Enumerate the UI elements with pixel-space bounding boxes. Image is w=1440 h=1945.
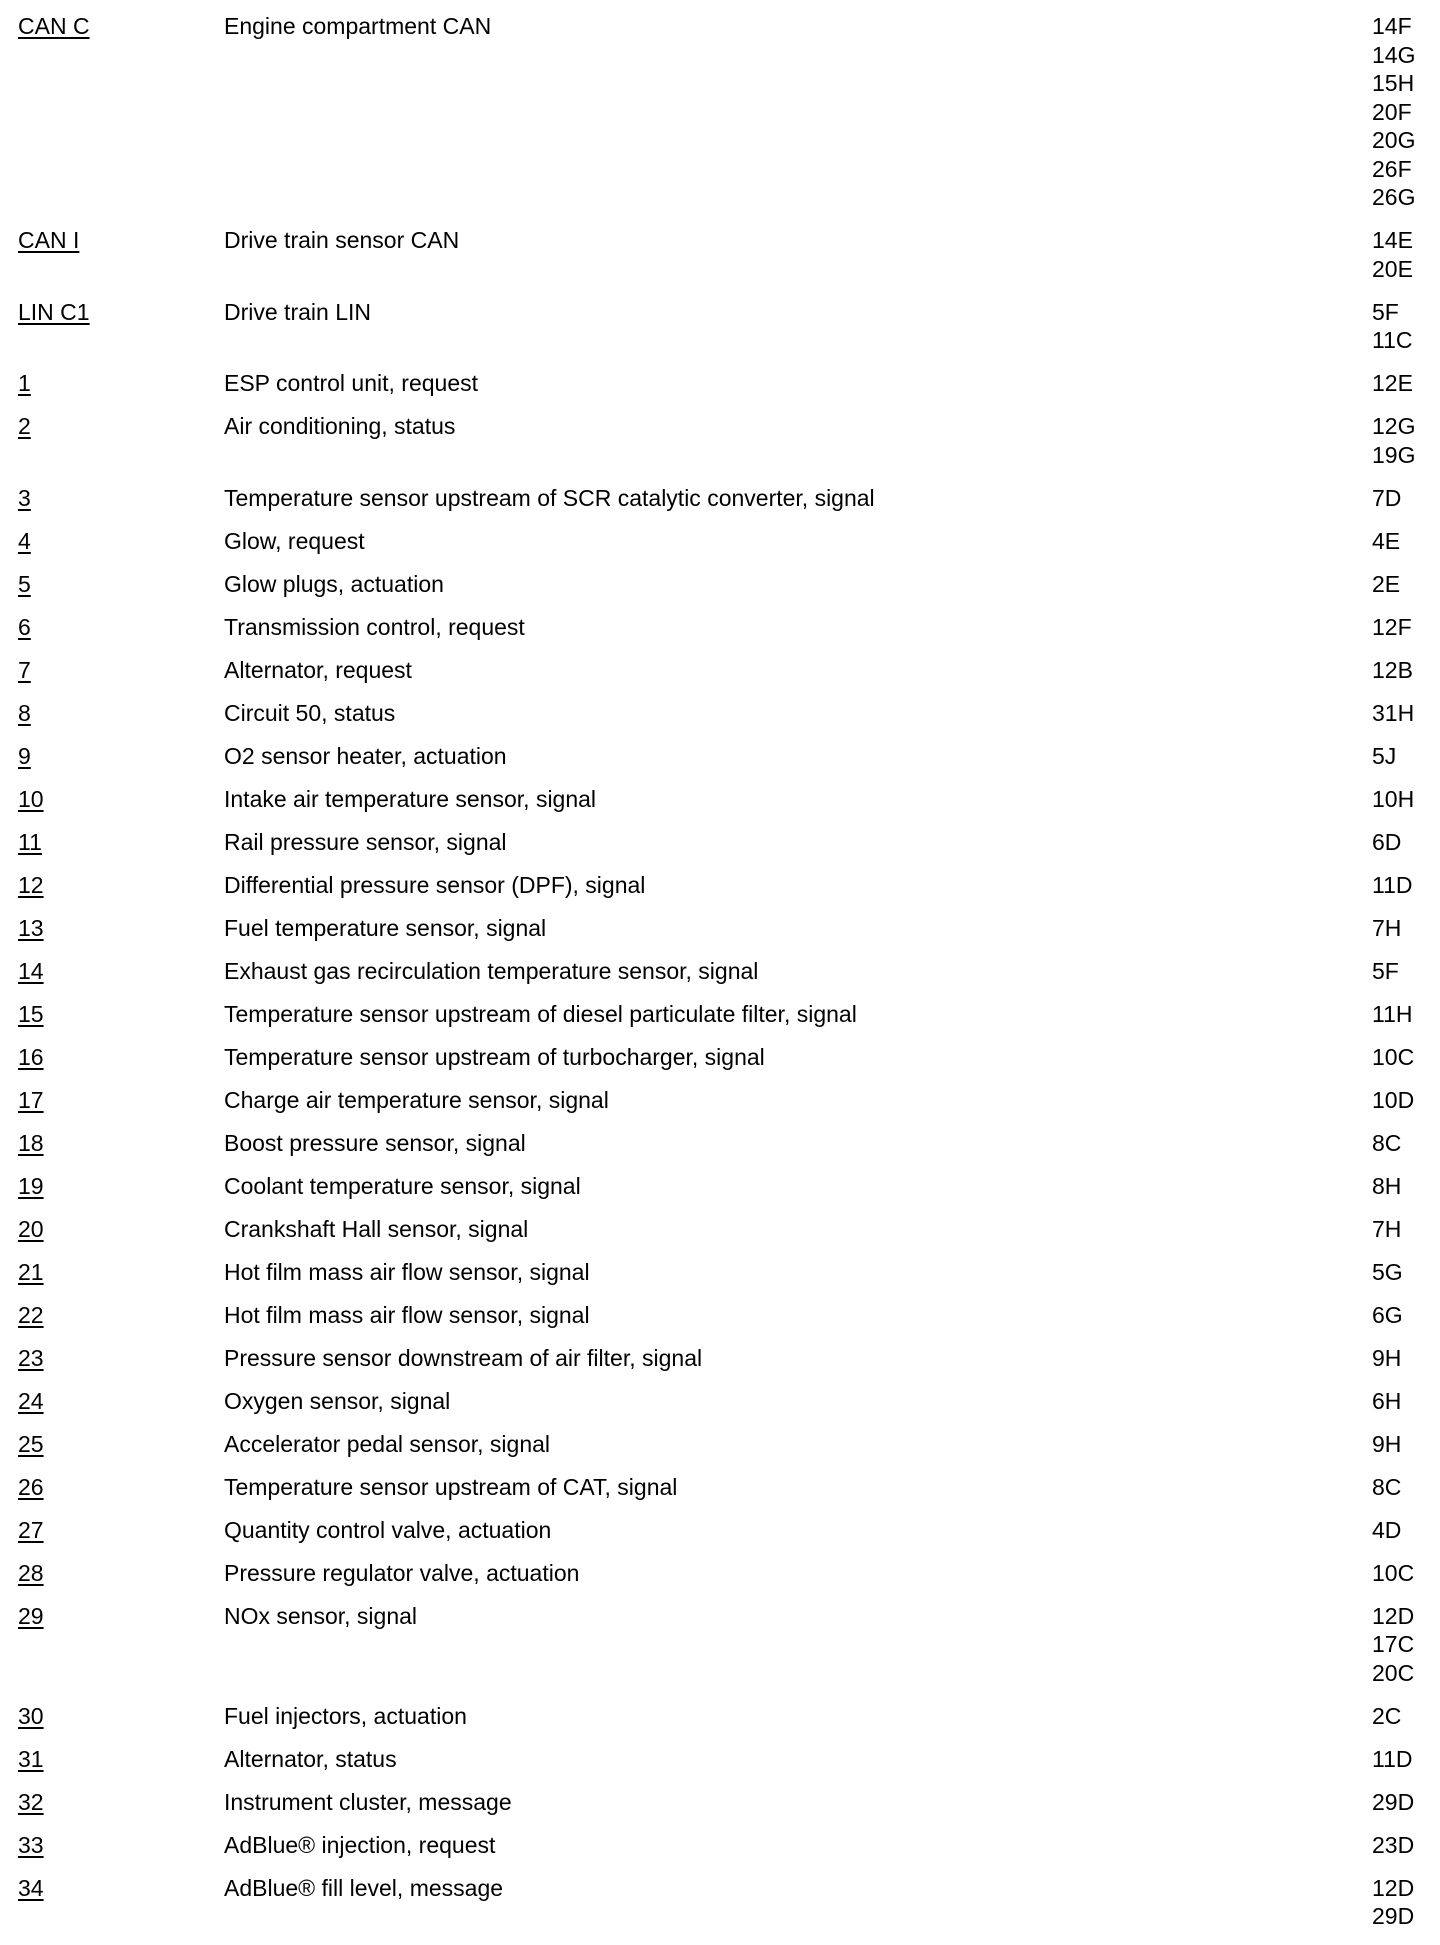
legend-description: Hot film mass air flow sensor, signal <box>224 1258 590 1287</box>
legend-grid-references <box>1372 527 1400 556</box>
legend-code-link[interactable]: 32 <box>18 1788 44 1817</box>
grid-reference: 5J <box>1372 742 1396 771</box>
legend-row <box>0 1430 1440 1473</box>
grid-reference: 12D <box>1372 1874 1414 1903</box>
legend-description: Pressure sensor downstream of air filter, signal <box>224 1344 702 1373</box>
grid-reference: 2C <box>1372 1702 1401 1731</box>
grid-reference: 11D <box>1372 871 1413 900</box>
legend-code-link[interactable]: 34 <box>18 1874 44 1903</box>
legend-code-link[interactable]: 8 <box>18 699 31 728</box>
legend-row <box>0 1258 1440 1301</box>
legend-description: Circuit 50, status <box>224 699 395 728</box>
legend-code-link[interactable]: 27 <box>18 1516 44 1545</box>
legend-row <box>0 1129 1440 1172</box>
grid-reference: 20F <box>1372 98 1415 127</box>
legend-code-link[interactable]: 17 <box>18 1086 44 1115</box>
legend-code-link[interactable]: 30 <box>18 1702 44 1731</box>
grid-reference: 12E <box>1372 369 1413 398</box>
grid-reference: 12B <box>1372 656 1413 685</box>
legend-code-link[interactable]: 4 <box>18 527 31 556</box>
grid-reference: 29D <box>1372 1902 1414 1931</box>
legend-row <box>0 871 1440 914</box>
legend-code-link[interactable]: 16 <box>18 1043 44 1072</box>
legend-grid-references <box>1372 1430 1401 1459</box>
legend-description: Alternator, request <box>224 656 412 685</box>
legend-description: Temperature sensor upstream of SCR catalytic converter, signal <box>224 484 875 513</box>
legend-row <box>0 1387 1440 1430</box>
legend-grid-references <box>1372 785 1414 814</box>
grid-reference: 12G <box>1372 412 1415 441</box>
legend-code-link[interactable]: 31 <box>18 1745 44 1774</box>
legend-code-link[interactable]: 19 <box>18 1172 44 1201</box>
legend-row <box>0 1086 1440 1129</box>
legend-description: Drive train LIN <box>224 298 371 327</box>
legend-description: Fuel injectors, actuation <box>224 1702 467 1731</box>
legend-code-link[interactable]: 29 <box>18 1602 44 1631</box>
grid-reference: 20C <box>1372 1659 1414 1688</box>
legend-grid-references <box>1372 1788 1414 1817</box>
legend-row <box>0 12 1440 226</box>
legend-row <box>0 1745 1440 1788</box>
legend-row <box>0 1788 1440 1831</box>
legend-code-link[interactable]: 11 <box>18 828 42 857</box>
legend-grid-references <box>1372 828 1401 857</box>
legend-code-link[interactable]: 18 <box>18 1129 44 1158</box>
legend-code-link[interactable]: 15 <box>18 1000 44 1029</box>
legend-grid-references <box>1372 613 1412 642</box>
legend-row <box>0 1702 1440 1745</box>
legend-row <box>0 742 1440 785</box>
legend-description: Glow, request <box>224 527 365 556</box>
legend-description: O2 sensor heater, actuation <box>224 742 507 771</box>
legend-grid-references <box>1372 1043 1414 1072</box>
legend-description: Exhaust gas recirculation temperature sensor, signal <box>224 957 758 986</box>
legend-description: Instrument cluster, message <box>224 1788 512 1817</box>
legend-code-link[interactable]: 21 <box>18 1258 44 1287</box>
legend-row <box>0 1559 1440 1602</box>
legend-description: Drive train sensor CAN <box>224 226 459 255</box>
grid-reference: 23D <box>1372 1831 1414 1860</box>
legend-row <box>0 1831 1440 1874</box>
grid-reference: 5G <box>1372 1258 1403 1287</box>
legend-grid-references <box>1372 871 1413 900</box>
legend-description: Accelerator pedal sensor, signal <box>224 1430 550 1459</box>
legend-row <box>0 957 1440 1000</box>
legend-description: AdBlue® fill level, message <box>224 1874 503 1903</box>
legend-row <box>0 527 1440 570</box>
legend-grid-references <box>1372 1473 1401 1502</box>
legend-grid-references <box>1372 570 1400 599</box>
legend-code-link[interactable]: 33 <box>18 1831 44 1860</box>
grid-reference: 11D <box>1372 1745 1413 1774</box>
legend-grid-references <box>1372 1831 1414 1860</box>
legend-code-link[interactable]: LIN C1 <box>18 298 90 327</box>
legend-grid-references <box>1372 1387 1401 1416</box>
legend-row <box>0 914 1440 957</box>
legend-grid-references <box>1372 1129 1401 1158</box>
legend-description: Fuel temperature sensor, signal <box>224 914 546 943</box>
grid-reference: 7H <box>1372 1215 1401 1244</box>
legend-description: Intake air temperature sensor, signal <box>224 785 596 814</box>
grid-reference: 19G <box>1372 441 1415 470</box>
legend-description: Boost pressure sensor, signal <box>224 1129 526 1158</box>
legend-grid-references <box>1372 1086 1414 1115</box>
grid-reference: 26F <box>1372 155 1415 184</box>
legend-description: ESP control unit, request <box>224 369 478 398</box>
legend-row <box>0 1301 1440 1344</box>
legend-row <box>0 570 1440 613</box>
legend-grid-references <box>1372 699 1414 728</box>
legend-code-link[interactable]: 13 <box>18 914 44 943</box>
grid-reference: 9H <box>1372 1344 1401 1373</box>
legend-description: Air conditioning, status <box>224 412 455 441</box>
grid-reference: 17C <box>1372 1630 1414 1659</box>
grid-reference: 4D <box>1372 1516 1401 1545</box>
grid-reference: 6H <box>1372 1387 1401 1416</box>
legend-description: Temperature sensor upstream of turbocharger, signal <box>224 1043 765 1072</box>
legend-row <box>0 699 1440 742</box>
legend-description: Quantity control valve, actuation <box>224 1516 551 1545</box>
grid-reference: 8C <box>1372 1129 1401 1158</box>
grid-reference: 7H <box>1372 914 1401 943</box>
grid-reference: 5F <box>1372 957 1399 986</box>
legend-row <box>0 484 1440 527</box>
legend-grid-references <box>1372 742 1396 771</box>
legend-row <box>0 298 1440 370</box>
legend-row <box>0 613 1440 656</box>
legend-grid-references <box>1372 1602 1414 1688</box>
legend-description: Glow plugs, actuation <box>224 570 444 599</box>
legend-code-link[interactable]: 20 <box>18 1215 44 1244</box>
grid-reference: 4E <box>1372 527 1400 556</box>
legend-description: Pressure regulator valve, actuation <box>224 1559 579 1588</box>
legend-grid-references <box>1372 1745 1413 1774</box>
legend-grid-references <box>1372 1702 1401 1731</box>
legend-code-link[interactable]: 10 <box>18 785 44 814</box>
legend-grid-references <box>1372 957 1399 986</box>
legend-code-link[interactable]: 7 <box>18 656 31 685</box>
legend-grid-references <box>1372 1559 1414 1588</box>
legend-grid-references <box>1372 1258 1403 1287</box>
legend-code-link[interactable]: 28 <box>18 1559 44 1588</box>
grid-reference: 6D <box>1372 828 1401 857</box>
grid-reference: 8C <box>1372 1473 1401 1502</box>
grid-reference: 20E <box>1372 255 1413 284</box>
legend-grid-references <box>1372 226 1413 283</box>
grid-reference: 14F <box>1372 12 1415 41</box>
legend-grid-references <box>1372 369 1413 398</box>
legend-row <box>0 656 1440 699</box>
legend-row <box>0 785 1440 828</box>
legend-row <box>0 1516 1440 1559</box>
legend-grid-references <box>1372 914 1401 943</box>
legend-grid-references <box>1372 1215 1401 1244</box>
grid-reference: 11H <box>1372 1000 1413 1029</box>
legend-grid-references <box>1372 412 1415 469</box>
legend-row <box>0 1874 1440 1945</box>
legend-code-link[interactable]: 1 <box>18 369 31 398</box>
legend-row <box>0 1000 1440 1043</box>
legend-code-link[interactable]: 5 <box>18 570 31 599</box>
grid-reference: 12F <box>1372 613 1412 642</box>
grid-reference: 8H <box>1372 1172 1401 1201</box>
legend-row <box>0 1344 1440 1387</box>
legend-code-link[interactable]: 26 <box>18 1473 44 1502</box>
legend-grid-references <box>1372 1874 1414 1931</box>
legend-description: Charge air temperature sensor, signal <box>224 1086 609 1115</box>
legend-description: Hot film mass air flow sensor, signal <box>224 1301 590 1330</box>
legend-row <box>0 369 1440 412</box>
legend-description: NOx sensor, signal <box>224 1602 417 1631</box>
legend-grid-references <box>1372 1000 1413 1029</box>
legend-grid-references <box>1372 1301 1403 1330</box>
legend-description: Engine compartment CAN <box>224 12 491 41</box>
legend-grid-references <box>1372 1516 1401 1545</box>
legend-code-link[interactable]: 24 <box>18 1387 44 1416</box>
legend-code-link[interactable]: 2 <box>18 412 31 441</box>
grid-reference: 10D <box>1372 1086 1414 1115</box>
legend-description: AdBlue® injection, request <box>224 1831 495 1860</box>
grid-reference: 10H <box>1372 785 1414 814</box>
legend-code-link[interactable]: 6 <box>18 613 31 642</box>
legend-grid-references <box>1372 298 1413 355</box>
legend-row <box>0 1602 1440 1702</box>
legend-description: Rail pressure sensor, signal <box>224 828 507 857</box>
legend-description: Alternator, status <box>224 1745 397 1774</box>
legend-row <box>0 1215 1440 1258</box>
legend-table <box>0 12 1440 1945</box>
legend-row <box>0 828 1440 871</box>
legend-code-link[interactable]: 9 <box>18 742 31 771</box>
legend-description: Oxygen sensor, signal <box>224 1387 450 1416</box>
legend-row <box>0 1172 1440 1215</box>
legend-code-link[interactable]: 25 <box>18 1430 44 1459</box>
grid-reference: 5F <box>1372 298 1413 327</box>
grid-reference: 29D <box>1372 1788 1414 1817</box>
grid-reference: 14E <box>1372 226 1413 255</box>
legend-row <box>0 1043 1440 1086</box>
legend-description: Temperature sensor upstream of diesel particulate filter, signal <box>224 1000 857 1029</box>
grid-reference: 15H <box>1372 69 1415 98</box>
grid-reference: 7D <box>1372 484 1401 513</box>
legend-row <box>0 412 1440 484</box>
legend-description: Coolant temperature sensor, signal <box>224 1172 581 1201</box>
legend-code-link[interactable]: 3 <box>18 484 31 513</box>
legend-grid-references <box>1372 1172 1401 1201</box>
legend-description: Transmission control, request <box>224 613 525 642</box>
grid-reference: 10C <box>1372 1043 1414 1072</box>
legend-grid-references <box>1372 1344 1401 1373</box>
legend-code-link[interactable]: CAN I <box>18 226 79 255</box>
legend-code-link[interactable]: 14 <box>18 957 44 986</box>
legend-code-link[interactable]: 22 <box>18 1301 44 1330</box>
grid-reference: 11C <box>1372 326 1413 355</box>
grid-reference: 6G <box>1372 1301 1403 1330</box>
legend-code-link[interactable]: CAN C <box>18 12 90 41</box>
grid-reference: 2E <box>1372 570 1400 599</box>
grid-reference: 12D <box>1372 1602 1414 1631</box>
grid-reference: 26G <box>1372 183 1415 212</box>
legend-grid-references <box>1372 484 1401 513</box>
legend-code-link[interactable]: 12 <box>18 871 44 900</box>
legend-description: Crankshaft Hall sensor, signal <box>224 1215 528 1244</box>
grid-reference: 9H <box>1372 1430 1401 1459</box>
legend-grid-references <box>1372 656 1413 685</box>
legend-code-link[interactable]: 23 <box>18 1344 44 1373</box>
legend-description: Temperature sensor upstream of CAT, signal <box>224 1473 677 1502</box>
legend-row <box>0 226 1440 298</box>
legend-grid-references <box>1372 12 1415 212</box>
legend-description: Differential pressure sensor (DPF), signal <box>224 871 645 900</box>
grid-reference: 14G <box>1372 41 1415 70</box>
grid-reference: 10C <box>1372 1559 1414 1588</box>
grid-reference: 31H <box>1372 699 1414 728</box>
grid-reference: 20G <box>1372 126 1415 155</box>
legend-row <box>0 1473 1440 1516</box>
